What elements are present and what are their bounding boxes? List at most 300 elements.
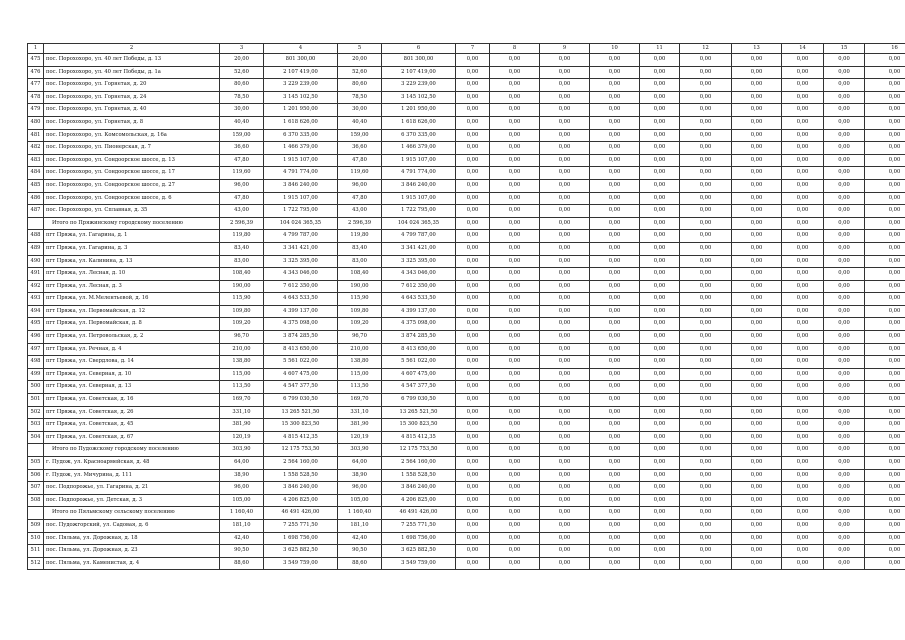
value-cell: 0,00 — [590, 179, 640, 192]
value-cell: 190,00 — [220, 280, 264, 293]
table-row — [28, 54, 905, 67]
value-cell: 2 107 419,00 — [264, 66, 338, 79]
value-cell: 15 300 823,50 — [264, 419, 338, 432]
value-cell: 0,00 — [590, 91, 640, 104]
value-cell: 0,00 — [490, 343, 540, 356]
value-cell: 0,00 — [732, 457, 782, 470]
value-cell: 0,00 — [540, 419, 590, 432]
address-cell: пгт Пряжа, ул. Свердлова, д. 14 — [44, 356, 220, 369]
value-cell: 0,00 — [732, 343, 782, 356]
value-cell: 138,80 — [338, 356, 382, 369]
value-cell: 0,00 — [456, 394, 490, 407]
value-cell: 0,00 — [680, 167, 732, 180]
value-cell: 159,00 — [338, 129, 382, 142]
value-cell: 0,00 — [732, 205, 782, 218]
value-cell: 1 618 626,00 — [264, 116, 338, 129]
value-cell: 0,00 — [590, 406, 640, 419]
address-cell: пгт Пряжа, ул. Первомайская, д. 12 — [44, 305, 220, 318]
row-number: 511 — [28, 545, 44, 558]
value-cell: 5 561 022,00 — [382, 356, 456, 369]
value-cell: 88,60 — [338, 557, 382, 570]
value-cell: 0,00 — [456, 280, 490, 293]
value-cell: 0,00 — [490, 91, 540, 104]
value-cell: 0,00 — [456, 331, 490, 344]
value-cell: 0,00 — [540, 507, 590, 520]
value-cell: 0,00 — [680, 431, 732, 444]
value-cell: 6 799 030,50 — [264, 394, 338, 407]
value-cell: 0,00 — [540, 142, 590, 155]
address-cell: пос. Подпорожье, ул. Гагарина, д. 21 — [44, 482, 220, 495]
table-row — [28, 230, 905, 243]
value-cell: 0,00 — [865, 381, 905, 394]
value-cell: 0,00 — [680, 331, 732, 344]
value-cell: 4 791 774,00 — [382, 167, 456, 180]
value-cell: 0,00 — [456, 129, 490, 142]
value-cell: 0,00 — [732, 79, 782, 92]
value-cell: 0,00 — [680, 557, 732, 570]
value-cell: 0,00 — [732, 305, 782, 318]
row-number: 492 — [28, 280, 44, 293]
row-number: 509 — [28, 519, 44, 532]
value-cell: 0,00 — [782, 368, 824, 381]
value-cell: 83,40 — [220, 242, 264, 255]
address-cell: пос. Порохохоро, ул. Горнетая, д. 8 — [44, 116, 220, 129]
value-cell: 0,00 — [540, 469, 590, 482]
address-cell: пос. Порохохоро, ул. Горнетая, д. 24 — [44, 91, 220, 104]
value-cell: 96,70 — [220, 331, 264, 344]
address-cell: пгт Пряжа, ул. Гагарина, д. 1 — [44, 230, 220, 243]
value-cell: 0,00 — [540, 318, 590, 331]
value-cell: 181,10 — [220, 519, 264, 532]
value-cell: 2 564 160,00 — [264, 457, 338, 470]
value-cell: 0,00 — [456, 217, 490, 230]
value-cell: 0,00 — [456, 230, 490, 243]
value-cell: 0,00 — [490, 519, 540, 532]
value-cell: 0,00 — [456, 545, 490, 558]
address-cell: пгт Пряжа, ул. Гагарина, д. 3 — [44, 242, 220, 255]
value-cell: 0,00 — [865, 192, 905, 205]
value-cell: 0,00 — [680, 129, 732, 142]
value-cell: 0,00 — [782, 394, 824, 407]
value-cell: 0,00 — [590, 457, 640, 470]
address-cell: пгт Пряжа, ул. Советская, д. 16 — [44, 394, 220, 407]
value-cell: 0,00 — [824, 457, 865, 470]
value-cell: 0,00 — [824, 482, 865, 495]
value-cell: 181,10 — [338, 519, 382, 532]
table-row — [28, 318, 905, 331]
value-cell: 0,00 — [640, 545, 680, 558]
value-cell: 0,00 — [590, 318, 640, 331]
value-cell: 96,00 — [338, 179, 382, 192]
value-cell: 109,20 — [338, 318, 382, 331]
value-cell: 0,00 — [540, 280, 590, 293]
value-cell: 3 874 285,50 — [264, 331, 338, 344]
value-cell: 1 915 107,00 — [264, 154, 338, 167]
address-cell: пос. Порохохоро, ул. Горнетая, д. 20 — [44, 79, 220, 92]
value-cell: 3 341 421,00 — [264, 242, 338, 255]
table-row — [28, 494, 905, 507]
value-cell: 0,00 — [732, 192, 782, 205]
value-cell: 0,00 — [540, 104, 590, 117]
value-cell: 0,00 — [824, 255, 865, 268]
header-cell: 3 — [220, 44, 264, 54]
value-cell: 0,00 — [824, 268, 865, 281]
value-cell: 0,00 — [590, 444, 640, 457]
value-cell: 3 846 240,00 — [264, 179, 338, 192]
value-cell: 0,00 — [732, 482, 782, 495]
value-cell: 0,00 — [865, 482, 905, 495]
value-cell: 0,00 — [590, 356, 640, 369]
subtotal-label: Итого по Пудожскому городскому поселению — [44, 444, 220, 457]
value-cell: 80,60 — [220, 79, 264, 92]
table-row — [28, 280, 905, 293]
value-cell: 0,00 — [540, 129, 590, 142]
value-cell: 0,00 — [590, 419, 640, 432]
value-cell: 96,00 — [220, 179, 264, 192]
value-cell: 0,00 — [782, 469, 824, 482]
value-cell: 0,00 — [490, 142, 540, 155]
value-cell: 4 791 774,00 — [264, 167, 338, 180]
table-row — [28, 482, 905, 495]
value-cell: 0,00 — [456, 519, 490, 532]
row-number: 510 — [28, 532, 44, 545]
value-cell: 13 265 521,50 — [382, 406, 456, 419]
value-cell: 3 549 759,00 — [264, 557, 338, 570]
value-cell: 0,00 — [680, 381, 732, 394]
value-cell: 12 175 753,50 — [382, 444, 456, 457]
value-cell: 8 413 650,00 — [382, 343, 456, 356]
value-cell: 0,00 — [540, 268, 590, 281]
value-cell: 0,00 — [640, 179, 680, 192]
value-cell: 0,00 — [590, 79, 640, 92]
value-cell: 0,00 — [782, 129, 824, 142]
row-number: 476 — [28, 66, 44, 79]
value-cell: 0,00 — [590, 116, 640, 129]
value-cell: 0,00 — [640, 242, 680, 255]
value-cell: 0,00 — [732, 116, 782, 129]
value-cell: 0,00 — [865, 66, 905, 79]
row-number: 475 — [28, 54, 44, 67]
value-cell: 0,00 — [732, 394, 782, 407]
value-cell: 0,00 — [456, 91, 490, 104]
value-cell: 1 558 528,50 — [264, 469, 338, 482]
value-cell: 210,00 — [220, 343, 264, 356]
value-cell: 801 300,00 — [382, 54, 456, 67]
value-cell: 43,00 — [220, 205, 264, 218]
address-cell: пос. Пяльма, ул. Дорожная, д. 23 — [44, 545, 220, 558]
value-cell: 0,00 — [865, 469, 905, 482]
value-cell: 0,00 — [590, 394, 640, 407]
value-cell: 1 915 107,00 — [264, 192, 338, 205]
value-cell: 0,00 — [824, 217, 865, 230]
table-row — [28, 431, 905, 444]
value-cell: 4 399 137,00 — [382, 305, 456, 318]
value-cell: 0,00 — [782, 305, 824, 318]
value-cell: 0,00 — [680, 230, 732, 243]
address-cell: пос. Порохохоро, ул. Горнетая, д. 40 — [44, 104, 220, 117]
value-cell: 0,00 — [640, 318, 680, 331]
value-cell: 0,00 — [640, 192, 680, 205]
value-cell: 0,00 — [456, 343, 490, 356]
value-cell: 0,00 — [680, 242, 732, 255]
value-cell: 0,00 — [640, 255, 680, 268]
address-cell: пос. Порохохоро, ул. 40 лет Победы, д. 13 — [44, 54, 220, 67]
value-cell: 0,00 — [732, 91, 782, 104]
value-cell: 0,00 — [824, 394, 865, 407]
table-row — [28, 368, 905, 381]
table-row — [28, 331, 905, 344]
value-cell: 0,00 — [680, 104, 732, 117]
value-cell: 0,00 — [824, 66, 865, 79]
value-cell: 104 024 365,35 — [382, 217, 456, 230]
value-cell: 0,00 — [680, 419, 732, 432]
table-row — [28, 419, 905, 432]
value-cell: 0,00 — [680, 406, 732, 419]
value-cell: 0,00 — [640, 469, 680, 482]
value-cell: 40,40 — [220, 116, 264, 129]
value-cell: 0,00 — [540, 66, 590, 79]
value-cell: 0,00 — [540, 54, 590, 67]
value-cell: 7 255 771,50 — [382, 519, 456, 532]
value-cell: 0,00 — [640, 507, 680, 520]
value-cell: 2 564 160,00 — [382, 457, 456, 470]
header-cell: 14 — [782, 44, 824, 54]
value-cell: 1 915 107,00 — [382, 154, 456, 167]
value-cell: 0,00 — [456, 79, 490, 92]
value-cell: 0,00 — [732, 532, 782, 545]
value-cell: 159,00 — [220, 129, 264, 142]
value-cell: 0,00 — [824, 179, 865, 192]
value-cell: 1 618 626,00 — [382, 116, 456, 129]
value-cell: 4 799 787,00 — [382, 230, 456, 243]
table-row — [28, 66, 905, 79]
value-cell: 30,00 — [338, 104, 382, 117]
value-cell: 78,50 — [338, 91, 382, 104]
row-number: 486 — [28, 192, 44, 205]
value-cell: 90,50 — [338, 545, 382, 558]
value-cell: 52,60 — [338, 66, 382, 79]
value-cell: 0,00 — [540, 217, 590, 230]
value-cell: 0,00 — [640, 431, 680, 444]
value-cell: 0,00 — [782, 482, 824, 495]
value-cell: 0,00 — [732, 66, 782, 79]
value-cell: 0,00 — [590, 167, 640, 180]
value-cell: 0,00 — [782, 406, 824, 419]
value-cell: 0,00 — [782, 79, 824, 92]
value-cell: 0,00 — [782, 116, 824, 129]
value-cell: 1 466 379,00 — [382, 142, 456, 155]
table-row — [28, 557, 905, 570]
value-cell: 47,80 — [220, 154, 264, 167]
value-cell: 0,00 — [732, 331, 782, 344]
value-cell: 0,00 — [680, 116, 732, 129]
value-cell: 0,00 — [865, 444, 905, 457]
value-cell: 0,00 — [865, 280, 905, 293]
value-cell: 0,00 — [540, 519, 590, 532]
value-cell: 0,00 — [540, 444, 590, 457]
value-cell: 13 265 521,50 — [264, 406, 338, 419]
value-cell: 4 343 046,00 — [264, 268, 338, 281]
value-cell: 0,00 — [540, 457, 590, 470]
value-cell: 115,00 — [338, 368, 382, 381]
value-cell: 105,00 — [338, 494, 382, 507]
value-cell: 0,00 — [456, 318, 490, 331]
value-cell: 0,00 — [456, 255, 490, 268]
value-cell: 381,90 — [220, 419, 264, 432]
header-cell: 15 — [824, 44, 865, 54]
value-cell: 0,00 — [782, 318, 824, 331]
value-cell: 0,00 — [732, 179, 782, 192]
value-cell: 0,00 — [732, 167, 782, 180]
value-cell: 83,00 — [338, 255, 382, 268]
table-row — [28, 519, 905, 532]
value-cell: 108,40 — [220, 268, 264, 281]
value-cell: 0,00 — [680, 217, 732, 230]
value-cell: 3 229 239,00 — [382, 79, 456, 92]
value-cell: 83,00 — [220, 255, 264, 268]
value-cell: 0,00 — [865, 318, 905, 331]
table-row — [28, 91, 905, 104]
value-cell: 0,00 — [680, 318, 732, 331]
value-cell: 0,00 — [732, 419, 782, 432]
value-cell: 15 300 823,50 — [382, 419, 456, 432]
value-cell: 0,00 — [680, 532, 732, 545]
value-cell: 0,00 — [490, 293, 540, 306]
address-cell: пгт Пряжа, ул. Речная, д. 4 — [44, 343, 220, 356]
subtotal-row — [28, 217, 905, 230]
value-cell: 115,90 — [220, 293, 264, 306]
value-cell: 0,00 — [590, 205, 640, 218]
value-cell: 2 596,39 — [338, 217, 382, 230]
value-cell: 0,00 — [490, 217, 540, 230]
value-cell: 0,00 — [865, 179, 905, 192]
value-cell: 120,19 — [220, 431, 264, 444]
row-number: 484 — [28, 167, 44, 180]
value-cell: 0,00 — [590, 519, 640, 532]
value-cell: 0,00 — [590, 381, 640, 394]
address-cell: пос. Порохохоро, ул. Сплавная, д. 35 — [44, 205, 220, 218]
header-cell: 7 — [456, 44, 490, 54]
row-number: 479 — [28, 104, 44, 117]
value-cell: 4 547 377,50 — [264, 381, 338, 394]
value-cell: 0,00 — [782, 205, 824, 218]
value-cell: 0,00 — [640, 280, 680, 293]
value-cell: 0,00 — [782, 242, 824, 255]
value-cell: 4 547 377,50 — [382, 381, 456, 394]
value-cell: 7 612 350,00 — [264, 280, 338, 293]
value-cell: 0,00 — [865, 457, 905, 470]
value-cell: 0,00 — [732, 255, 782, 268]
value-cell: 0,00 — [590, 305, 640, 318]
value-cell: 0,00 — [540, 381, 590, 394]
row-number: 503 — [28, 419, 44, 432]
value-cell: 0,00 — [590, 482, 640, 495]
header-row — [28, 44, 905, 54]
value-cell: 3 325 395,00 — [264, 255, 338, 268]
value-cell: 0,00 — [490, 242, 540, 255]
value-cell: 0,00 — [782, 419, 824, 432]
value-cell: 0,00 — [782, 154, 824, 167]
value-cell: 0,00 — [865, 167, 905, 180]
value-cell: 96,00 — [338, 482, 382, 495]
value-cell: 0,00 — [540, 91, 590, 104]
value-cell: 0,00 — [824, 545, 865, 558]
value-cell: 0,00 — [640, 343, 680, 356]
value-cell: 4 607 475,00 — [264, 368, 338, 381]
value-cell: 0,00 — [540, 394, 590, 407]
value-cell: 119,80 — [220, 230, 264, 243]
value-cell: 0,00 — [540, 494, 590, 507]
value-cell: 0,00 — [640, 331, 680, 344]
value-cell: 38,90 — [338, 469, 382, 482]
value-cell: 0,00 — [540, 343, 590, 356]
value-cell: 0,00 — [824, 242, 865, 255]
value-cell: 1 558 528,50 — [382, 469, 456, 482]
table-row — [28, 356, 905, 369]
value-cell: 0,00 — [590, 54, 640, 67]
value-cell: 0,00 — [490, 230, 540, 243]
table-row — [28, 268, 905, 281]
row-number: 485 — [28, 179, 44, 192]
value-cell: 0,00 — [490, 54, 540, 67]
value-cell: 0,00 — [782, 457, 824, 470]
row-number: 497 — [28, 343, 44, 356]
value-cell: 0,00 — [865, 343, 905, 356]
value-cell: 4 206 825,00 — [264, 494, 338, 507]
value-cell: 331,10 — [338, 406, 382, 419]
value-cell: 0,00 — [490, 129, 540, 142]
value-cell: 0,00 — [680, 469, 732, 482]
value-cell: 0,00 — [865, 545, 905, 558]
value-cell: 0,00 — [590, 557, 640, 570]
table-row — [28, 305, 905, 318]
row-number: 482 — [28, 142, 44, 155]
value-cell: 0,00 — [782, 494, 824, 507]
value-cell: 36,60 — [220, 142, 264, 155]
value-cell: 0,00 — [732, 519, 782, 532]
address-cell: пгт Пряжа, ул. Советская, д. 45 — [44, 419, 220, 432]
value-cell: 119,60 — [220, 167, 264, 180]
value-cell: 0,00 — [640, 368, 680, 381]
row-number: 493 — [28, 293, 44, 306]
row-number: 481 — [28, 129, 44, 142]
address-cell: пгт Пряжа, ул. М.Мелентьевой, д. 16 — [44, 293, 220, 306]
value-cell: 0,00 — [590, 104, 640, 117]
table-row — [28, 205, 905, 218]
value-cell: 0,00 — [456, 116, 490, 129]
value-cell: 0,00 — [865, 230, 905, 243]
address-cell: пгт Пряжа, ул. Калинина, д. 13 — [44, 255, 220, 268]
value-cell: 0,00 — [640, 293, 680, 306]
value-cell: 0,00 — [782, 280, 824, 293]
value-cell: 78,50 — [220, 91, 264, 104]
row-number: 495 — [28, 318, 44, 331]
value-cell: 0,00 — [640, 142, 680, 155]
header-cell: 16 — [865, 44, 905, 54]
row-number: 504 — [28, 431, 44, 444]
value-cell: 0,00 — [540, 368, 590, 381]
value-cell: 0,00 — [590, 242, 640, 255]
header-cell: 4 — [264, 44, 338, 54]
value-cell: 0,00 — [490, 280, 540, 293]
row-number: 505 — [28, 457, 44, 470]
table-row — [28, 242, 905, 255]
value-cell: 0,00 — [540, 532, 590, 545]
header-cell: 9 — [540, 44, 590, 54]
value-cell: 3 846 240,00 — [382, 179, 456, 192]
value-cell: 0,00 — [680, 179, 732, 192]
row-number — [28, 217, 44, 230]
